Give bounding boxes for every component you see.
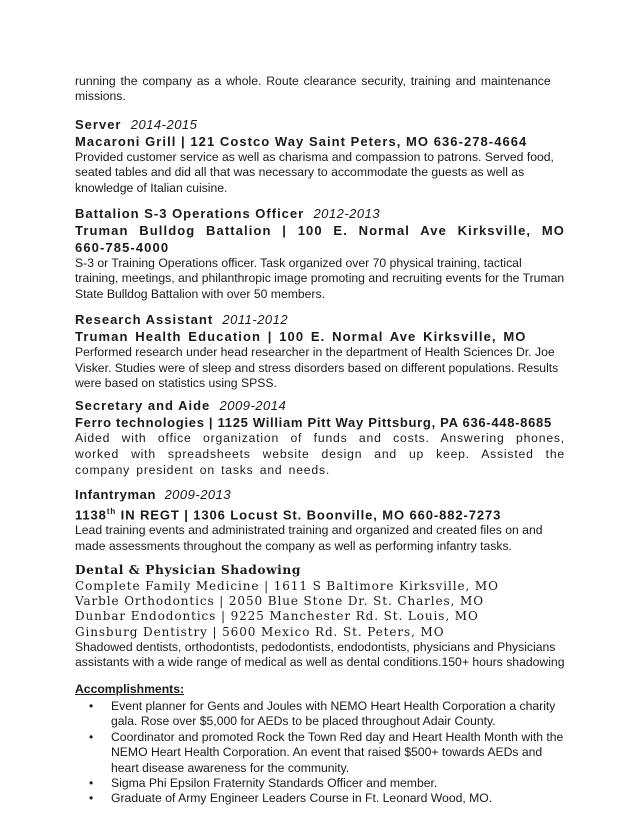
bullet-icon: •: [89, 729, 94, 744]
job-title: [75, 397, 565, 414]
shadowing-place: Complete Family Medicine | 1611 S Baltimore Kirksville, MO: [75, 579, 499, 593]
employer-rest: IN REGT | 1306 Locust St. Boonville, MO 660-882-7273: [116, 507, 502, 523]
job-title: [75, 205, 565, 222]
job-dates: 2009-2013: [164, 486, 232, 502]
job-server: [75, 116, 565, 196]
job-description: Provided customer service as well as charisma and compassion to patrons. Served food, seated tables and did all that was necessary to accommodate the guests as well as knowledge of Italian cuisine.: [75, 149, 554, 195]
shadowing-place: Varble Orthodontics | 2050 Blue Stone Dr. St. Charles, MO: [75, 594, 484, 609]
list-item-text: Sigma Phi Epsilon Fraternity Standards Officer and member.: [111, 776, 438, 791]
intro-line: running the company as a whole. Route clearance security, training and maintenance: [75, 74, 551, 88]
job-title: [75, 311, 565, 328]
accomplishments-heading: Accomplishments:: [75, 681, 185, 696]
list-item-text: Graduate of Army Engineer Leaders Course in Ft. Leonard Wood, MO.: [111, 791, 493, 806]
job-description: Performed research under head researcher in the department of Health Sciences Dr. Joe Visker. Studies were of sleep and stress disorders based on different populations. Results were based on statistics using SPSS.: [75, 345, 559, 391]
resume-page: [75, 74, 565, 807]
job-dates: 2014-2015: [130, 116, 198, 132]
job-title: [75, 486, 565, 503]
job-infantry: [75, 486, 565, 554]
list-item: [89, 729, 565, 776]
unit-number-suffix: th: [106, 506, 117, 516]
job-employer: Ferro technologies | 1125 William Pitt Way Pittsburg, PA 636-448-8685: [75, 415, 552, 431]
shadowing-description: Shadowed dentists, orthodontists, pedodontists, endodontists, physicians and Physicians assistants with a wide range of medical as well as dental conditions.150+ hours shadowing: [75, 639, 565, 670]
job-description: Aided with office organization of funds and costs. Answering phones, worked with spreadsheets website design and up keep. Assisted the company president on tasks and needs.: [75, 431, 565, 478]
accomplishments-section: [75, 682, 565, 807]
job-dates: 2012-2013: [313, 206, 381, 222]
accomplishments-list: [75, 699, 565, 807]
job-role: Research Assistant: [75, 312, 214, 328]
job-research: [75, 311, 565, 391]
bullet-icon: •: [89, 791, 94, 806]
job-role: Battalion S-3 Operations Officer: [75, 206, 305, 222]
list-item-text: Event planner for Gents and Joules with NEMO Heart Health Corporation a charity gala. Rose over $5,000 for AEDs to be placed throughout Adair County.: [111, 699, 556, 729]
job-description: Lead training events and administrated training and organized and created files on and made assessments throughout the company as well as performing infantry tasks.: [75, 523, 543, 553]
job-dates: 2009-2014: [219, 398, 287, 414]
list-item: [89, 699, 565, 730]
job-role: Secretary and Aide: [75, 398, 211, 414]
bullet-icon: •: [89, 776, 94, 791]
intro-paragraph: [75, 74, 565, 105]
shadowing-place: Ginsburg Dentistry | 5600 Mexico Rd. St. Peters, MO: [75, 624, 445, 639]
shadowing-place: Dunbar Endodontics | 9225 Manchester Rd. St. Louis, MO: [75, 609, 479, 624]
job-employer: Truman Bulldog Battalion | 100 E. Normal Ave Kirksville, MO 660-785-4000: [75, 223, 565, 256]
list-item-text: Coordinator and promoted Rock the Town Red day and Heart Health Month with the NEMO Heart Health Corporation. An event that raised $500+ towards AEDs and heart disease awareness for the community.: [111, 729, 564, 775]
intro-line: missions.: [75, 89, 126, 104]
job-dates: 2011-2012: [222, 312, 289, 328]
list-item: [89, 791, 565, 806]
job-title: [75, 116, 565, 133]
shadowing-section: [75, 562, 565, 671]
job-employer: Macaroni Grill | 121 Costco Way Saint Peters, MO 636-278-4664: [75, 133, 528, 149]
job-secretary: [75, 397, 565, 478]
unit-number: 1138: [75, 507, 107, 523]
job-role: Server: [75, 116, 122, 132]
job-employer: [75, 503, 565, 523]
list-item: [89, 776, 565, 791]
job-employer: Truman Health Education | 100 E. Normal Ave Kirksville, MO: [75, 329, 527, 345]
job-role: Infantryman: [75, 486, 157, 502]
bullet-icon: •: [89, 699, 94, 714]
shadowing-title: Dental & Physician Shadowing: [75, 563, 301, 577]
job-description: S-3 or Training Operations officer. Task organized over 70 physical training, tactical training, meetings, and philanthropic image promoting and recruiting events for the Truman State Bulldog Battalion with over 50 members.: [75, 256, 565, 301]
job-battalion: [75, 205, 565, 302]
